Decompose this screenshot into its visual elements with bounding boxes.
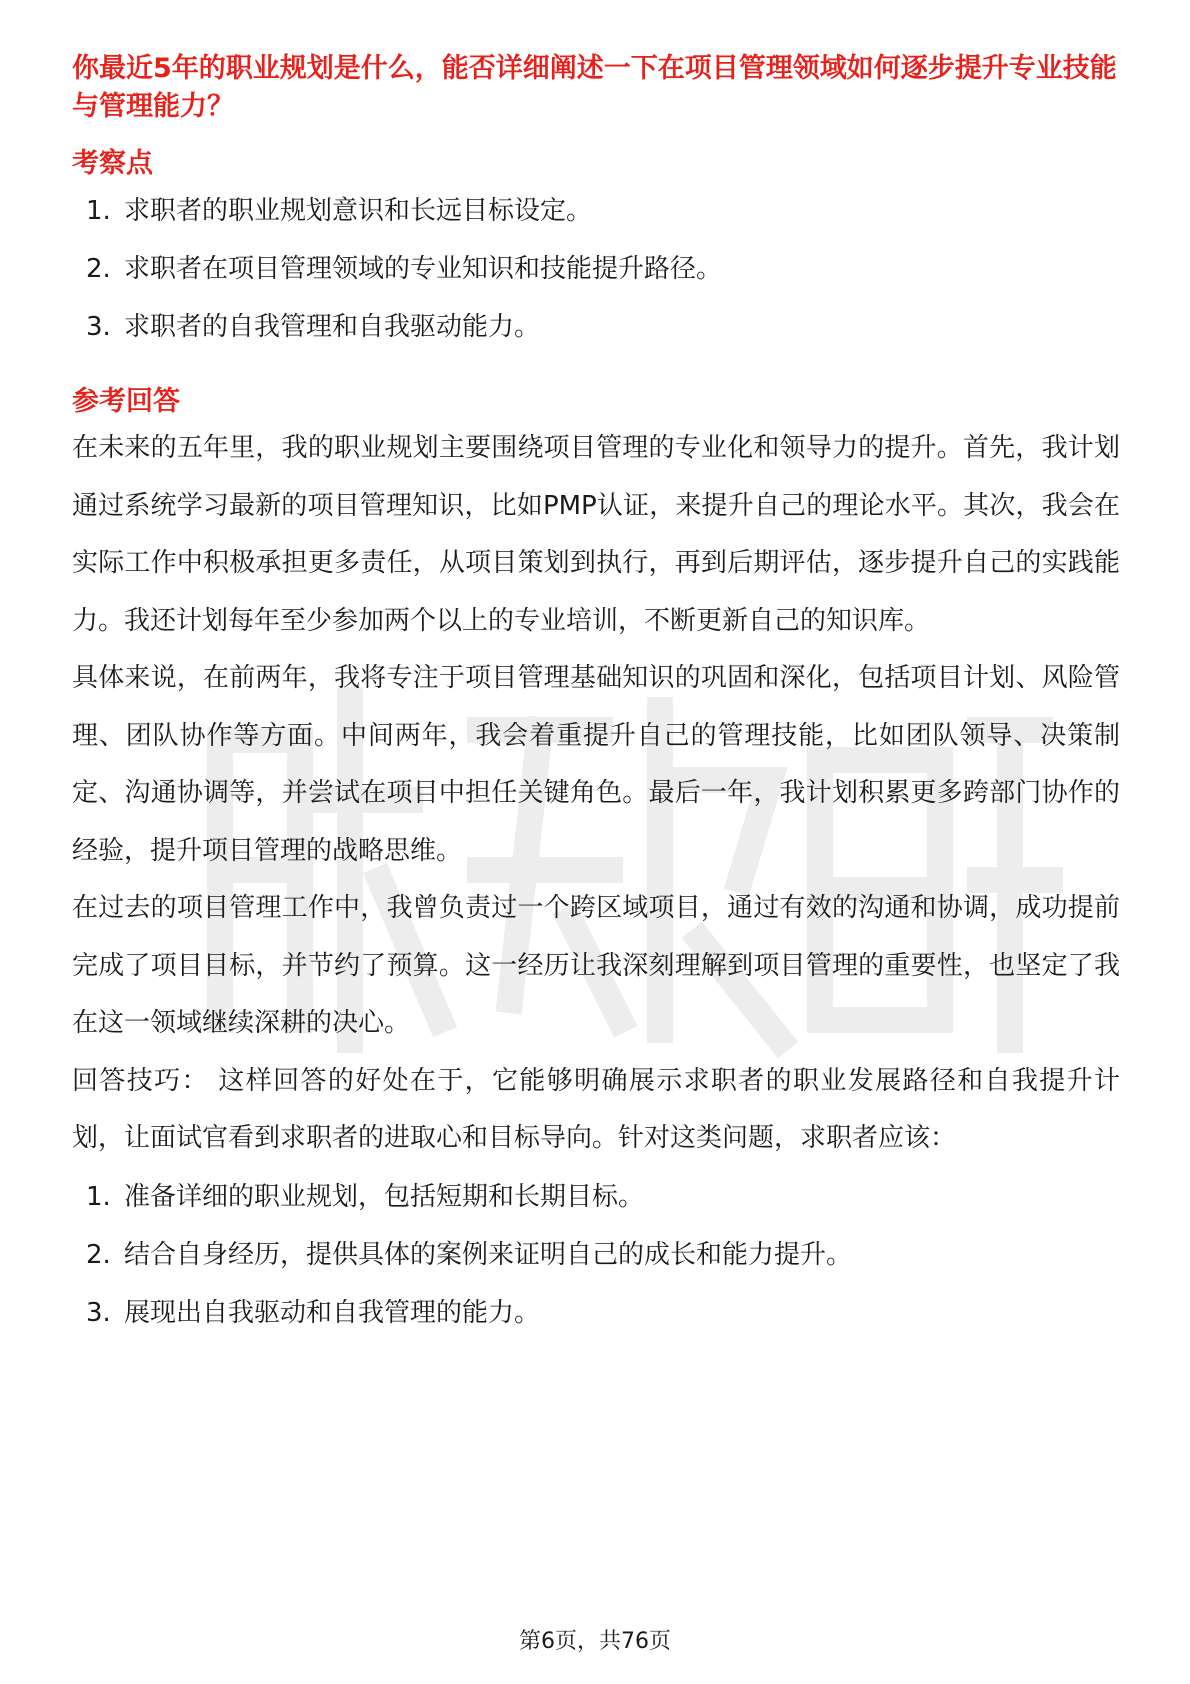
document-content bbox=[72, 50, 1120, 1342]
list-item bbox=[72, 240, 1120, 298]
section-heading-kaocha: 考察点 bbox=[72, 148, 153, 179]
kaocha-list bbox=[72, 182, 1120, 356]
answer-paragraph: 在未来的五年里，我的职业规划主要围绕项目管理的专业化和领导力的提升。首先，我计划通过系统学习最新的项目管理知识，比如PMP认证，来提升自己的理论水平。其次，我会在实际工作中积极承担更多责任，从项目策划到执行，再到后期评估，逐步提升自己的实践能力。我还计划每年至少参加两个以上的专业培训，不断更新自己的知识库。 bbox=[72, 433, 1120, 636]
answer-paragraph: 在过去的项目管理工作中，我曾负责过一个跨区域项目，通过有效的沟通和协调，成功提前完成了项目目标，并节约了预算。这一经历让我深刻理解到项目管理的重要性，也坚定了我在这一领域继续深耕的决心。 bbox=[72, 893, 1120, 1038]
list-item-number: 3. bbox=[86, 312, 111, 342]
tips-paragraph: 回答技巧： 这样回答的好处在于，它能够明确展示求职者的职业发展路径和自我提升计划，让面试官看到求职者的进取心和目标导向。针对这类问题，求职者应该： bbox=[72, 1065, 1120, 1153]
list-item-text: 准备详细的职业规划，包括短期和长期目标。 bbox=[124, 1181, 645, 1212]
page-footer: 第6页，共76页 bbox=[519, 1629, 671, 1654]
tips-list bbox=[72, 1168, 1120, 1342]
answer-paragraph: 具体来说，在前两年，我将专注于项目管理基础知识的巩固和深化，包括项目计划、风险管理、团队协作等方面。中间两年，我会着重提升自己的管理技能，比如团队领导、决策制定、沟通协调等，并尝试在项目中担任关键角色。最后一年，我计划积累更多跨部门协作的经验，提升项目管理的战略思维。 bbox=[72, 663, 1120, 866]
list-item-number: 2. bbox=[86, 254, 111, 284]
list-item-text: 求职者在项目管理领域的专业知识和技能提升路径。 bbox=[124, 254, 723, 284]
list-item-number: 1. bbox=[86, 196, 111, 226]
list-item-number: 2. bbox=[86, 1239, 111, 1270]
list-item-text: 求职者的自我管理和自我驱动能力。 bbox=[124, 312, 541, 342]
list-item-text: 结合自身经历，提供具体的案例来证明自己的成长和能力提升。 bbox=[124, 1239, 853, 1270]
list-item bbox=[72, 298, 1120, 356]
list-item bbox=[72, 1284, 1120, 1342]
list-item-text: 展现出自我驱动和自我管理的能力。 bbox=[124, 1297, 541, 1328]
list-item-text: 求职者的职业规划意识和长远目标设定。 bbox=[124, 196, 593, 226]
list-item-number: 1. bbox=[86, 1181, 111, 1212]
question-title: 你最近5年的职业规划是什么，能否详细阐述一下在项目管理领域如何逐步提升专业技能与管理能力？ bbox=[72, 53, 1117, 122]
list-item-number: 3. bbox=[86, 1297, 111, 1328]
list-item bbox=[72, 1226, 1120, 1284]
list-item bbox=[72, 1168, 1120, 1226]
section-heading-cankao: 参考回答 bbox=[72, 386, 180, 417]
list-item bbox=[72, 182, 1120, 240]
